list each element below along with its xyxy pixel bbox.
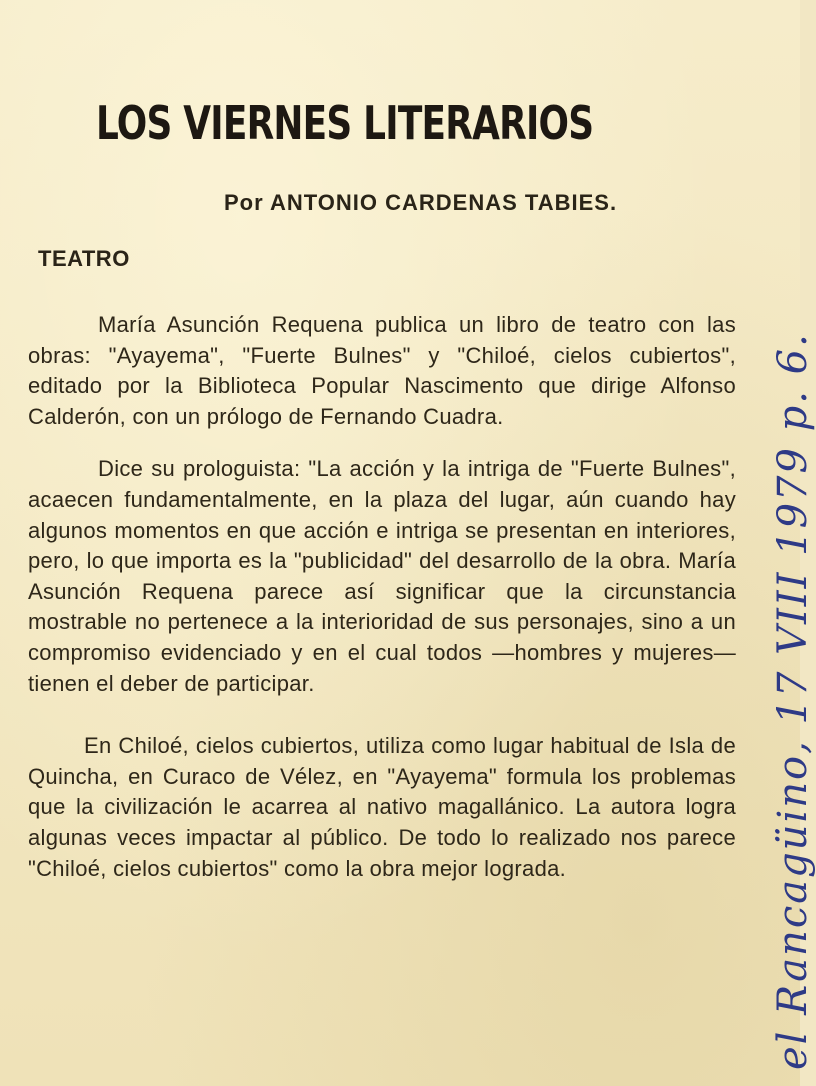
handwritten-annotation: el Rancagüino, 17 VIII 1979 p. 6. — [770, 332, 816, 1070]
headline: LOS VIERNES LITERARIOS — [96, 96, 594, 150]
article-body — [28, 310, 736, 884]
paragraph-1: María Asunción Requena publica un libro de teatro con las obras: "Ayayema", "Fuerte Bulnes" y "Chiloé, cielos cubiertos", editado por la Biblioteca Popular Nascimento que dirige Alfonso Calderón, con un prólogo de Fernando Cuadra. — [28, 312, 736, 429]
byline: Por ANTONIO CARDENAS TABIES. — [224, 190, 618, 215]
section-label: TEATRO — [38, 246, 130, 271]
paragraph-3: En Chiloé, cielos cubiertos, utiliza como lugar habitual de Isla de Quincha, en Curaco de Vélez, en "Ayayema" formula los problemas que la civilización le acarrea al nativo magallánico. La autora logra algunas veces impactar al público. De todo lo realizado nos parece "Chiloé, cielos cubiertos" como la obra mejor lograda. — [28, 733, 736, 881]
paragraph-2: Dice su prologuista: "La acción y la intriga de "Fuerte Bulnes", acaecen fundamentalmente, en la plaza del lugar, aún cuando hay algunos momentos en que acción e intriga se presentan en interiores, pero, lo que importa es la "publicidad" del desarrollo de la obra. María Asunción Requena parece así significar que la circunstancia mostrable no pertenece a la interioridad de sus personajes, sino a un compromiso evidenciado y en el cual todos —hombres y mujeres— tienen el deber de participar. — [28, 456, 736, 696]
